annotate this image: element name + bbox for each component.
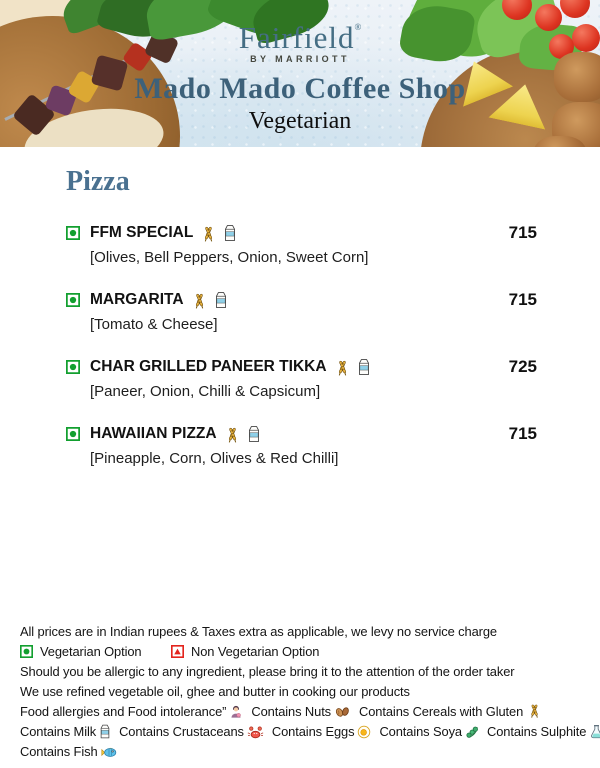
allergen-intro: Food allergies and Food intolerance” (20, 704, 227, 719)
contains-fish-label: Contains Fish (20, 744, 98, 759)
contains-soya-label: Contains Soya (379, 724, 462, 739)
item-description: [Tomato & Cheese] (90, 316, 218, 333)
item-description: [Pineapple, Corn, Olives & Red Chilli] (90, 450, 339, 467)
contains-nuts-label: Contains Nuts (251, 704, 332, 719)
menu-item (66, 223, 537, 266)
menu-item (66, 424, 537, 467)
page-title: Mado Mado Coffee Shop (134, 72, 466, 105)
registered-mark: ® (354, 22, 362, 32)
header-banner (0, 0, 600, 147)
contains-gluten-label: Contains Cereals with Gluten (359, 704, 524, 719)
vegetarian-icon (66, 293, 80, 307)
non-vegetarian-icon (171, 645, 184, 658)
allergy-note: Should you be allergic to any ingredient, please bring it to the attention of the order taker (20, 664, 515, 679)
item-name: CHAR GRILLED PANEER TIKKA (90, 358, 327, 375)
vegetarian-icon (66, 226, 80, 240)
allergen-line-2 (20, 722, 592, 742)
contains-crustaceans-label: Contains Crustaceans (119, 724, 244, 739)
nonveg-legend-label: Non Vegetarian Option (191, 644, 320, 659)
milk-icon (214, 291, 228, 309)
item-price: 725 (508, 357, 537, 376)
contains-sulphite-label: Contains Sulphite (487, 724, 587, 739)
milk-icon (223, 224, 237, 242)
milk-icon (357, 358, 371, 376)
flask-icon (589, 724, 600, 739)
gluten-icon (223, 425, 242, 444)
gluten-icon (526, 702, 543, 719)
allergen-line-1 (20, 702, 592, 722)
item-name: MARGARITA (90, 291, 184, 308)
brand-logo (0, 12, 600, 64)
item-name: FFM SPECIAL (90, 224, 194, 241)
item-price: 715 (508, 290, 537, 309)
section-title: Pizza (66, 166, 130, 197)
veg-legend-label: Vegetarian Option (40, 644, 142, 659)
brand-name: Fairfield® (238, 20, 362, 55)
menu-item (66, 290, 537, 333)
diet-legend (20, 642, 592, 662)
vegetarian-icon (66, 427, 80, 441)
egg-icon (357, 725, 371, 739)
item-name: HAWAIIAN PIZZA (90, 425, 217, 442)
allergen-line-3 (20, 742, 592, 762)
vegetarian-icon (66, 360, 80, 374)
page-subtitle: Vegetarian (248, 108, 352, 134)
gluten-icon (333, 358, 352, 377)
nuts-icon (334, 705, 351, 719)
soya-icon (465, 725, 479, 739)
footer-notes (0, 622, 600, 768)
menu-item (66, 357, 537, 400)
menu-list (66, 223, 537, 467)
milk-icon (99, 724, 111, 739)
crab-icon (247, 725, 264, 739)
pricing-note: All prices are in Indian rupees & Taxes extra as applicable, we levy no service charge (20, 624, 497, 639)
gluten-icon (190, 291, 209, 310)
oil-note: We use refined vegetable oil, ghee and butter in cooking our products (20, 684, 410, 699)
contains-eggs-label: Contains Eggs (271, 724, 355, 739)
item-price: 715 (508, 424, 537, 443)
item-description: [Olives, Bell Peppers, Onion, Sweet Corn] (90, 249, 369, 266)
gluten-icon (199, 224, 218, 243)
milk-icon (247, 425, 261, 443)
brand-byline: BY MARRIOTT (250, 54, 350, 64)
menu-section (0, 147, 600, 491)
item-price: 715 (508, 223, 537, 242)
vegetarian-icon (20, 645, 33, 658)
item-description: [Paneer, Onion, Chilli & Capsicum] (90, 383, 321, 400)
contains-milk-label: Contains Milk (20, 724, 97, 739)
fish-icon (101, 746, 117, 759)
person-icon (229, 704, 243, 719)
